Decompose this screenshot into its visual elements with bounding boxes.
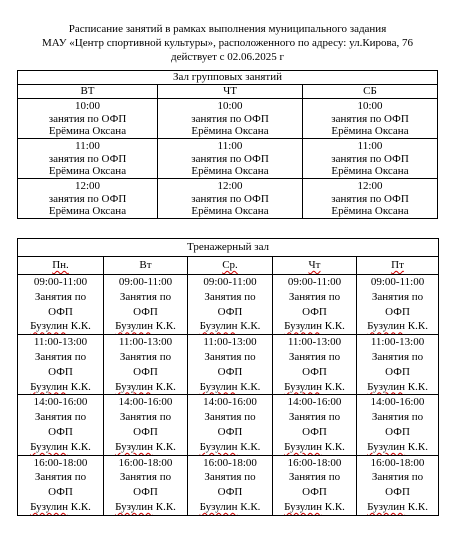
slot-time: 11:00 [217,140,243,152]
slot-activity-1: Занятия по [371,350,424,363]
schedule-slot [158,139,303,179]
schedule-slot [158,179,303,219]
slot-activity: занятия по ОФП [191,152,269,165]
slot-activity-1: Занятия по [119,411,172,424]
slot-time: 16:00-18:00 [287,456,342,469]
day-header: Пт [357,257,439,275]
slot-activity-1: Занятия по [288,471,341,484]
slot-trainer: Бузулин К.К. [115,440,176,453]
schedule-slot [104,335,188,395]
slot-trainer: Ерёмина Оксана [331,205,409,217]
gym-title: Тренажерный зал [18,239,439,257]
slot-activity-2: ОФП [48,365,73,378]
slot-activity-2: ОФП [302,365,327,378]
slot-activity-1: Занятия по [204,471,256,484]
trainer-surname: Бузулин [115,500,153,513]
slot-activity-2: ОФП [385,425,410,438]
slot-activity-1: Занятия по [204,290,256,303]
table-row [18,455,439,515]
slot-activity: занятия по ОФП [331,152,409,165]
slot-activity: занятия по ОФП [48,192,127,205]
trainer-surname: Бузулин [30,500,68,513]
slot-time: 09:00-11:00 [203,276,257,288]
trainer-surname: Бузулин [199,500,238,513]
schedule-slot [188,275,273,335]
slot-activity-2: ОФП [302,425,327,438]
slot-time: 09:00-11:00 [118,276,173,288]
slot-time: 11:00-13:00 [118,336,173,349]
table-row [18,179,438,219]
slot-time: 12:00 [74,180,101,192]
slot-activity-2: ОФП [302,305,327,318]
schedule-slot [273,275,357,335]
slot-trainer: Бузулин К.К. [199,440,261,453]
slot-activity-2: ОФП [217,486,243,499]
slot-time: 10:00 [217,100,243,112]
slot-activity-2: ОФП [217,425,243,438]
slot-trainer: Бузулин К.К. [367,380,428,393]
schedule-slot [273,335,357,395]
trainer-surname: Бузулин [115,440,153,453]
slot-trainer: Бузулин К.К. [199,380,261,393]
slot-time: 16:00-18:00 [203,456,257,469]
day-header: Ср. [188,257,273,275]
trainer-surname: Бузулин [115,380,153,393]
slot-time: 09:00-11:00 [33,276,88,288]
trainer-surname: Бузулин [284,500,322,513]
slot-trainer: Ерёмина Оксана [191,165,269,177]
slot-activity-1: Занятия по [371,471,424,484]
trainer-surname: Бузулин [115,320,153,333]
table-row [18,395,439,455]
trainer-surname: Бузулин [284,320,322,333]
slot-trainer: Бузулин К.К. [284,500,345,513]
slot-activity-1: Занятия по [119,471,172,484]
trainer-surname: Бузулин [199,320,238,333]
slot-trainer: Бузулин К.К. [367,500,428,513]
schedule-slot [18,455,104,515]
schedule-slot [303,139,438,179]
table-row [18,139,438,179]
slot-trainer: Бузулин К.К. [284,380,345,393]
trainer-surname: Бузулин [367,320,406,333]
schedule-slot [18,275,104,335]
slot-trainer: Ерёмина Оксана [48,125,127,137]
trainer-surname: Бузулин [30,320,68,333]
slot-activity: занятия по ОФП [48,152,127,165]
schedule-slot [18,395,104,455]
slot-activity: занятия по ОФП [191,112,269,125]
schedule-slot [188,335,273,395]
schedule-slot [18,139,158,179]
slot-activity-2: ОФП [133,365,158,378]
slot-activity-1: Занятия по [371,290,424,303]
slot-activity: занятия по ОФП [48,112,127,125]
slot-trainer: Бузулин К.К. [284,440,345,453]
slot-trainer: Бузулин К.К. [199,500,261,513]
trainer-surname: Бузулин [284,380,322,393]
slot-time: 09:00-11:00 [370,276,425,288]
slot-activity-2: ОФП [133,486,158,499]
slot-time: 10:00 [74,100,101,112]
document-header [0,22,455,64]
slot-trainer: Бузулин К.К. [30,380,91,393]
slot-time: 14:00-16:00 [203,396,257,409]
slot-trainer: Ерёмина Оксана [331,125,409,137]
slot-activity-1: Занятия по [34,471,87,484]
slot-activity-1: Занятия по [204,350,256,363]
schedule-slot [273,455,357,515]
day-header: Вт [104,257,188,275]
group-hall-days-row [18,85,438,99]
slot-activity-2: ОФП [133,425,158,438]
trainer-surname: Бузулин [367,380,406,393]
slot-trainer: Ерёмина Оксана [48,205,127,217]
day-header: СБ [303,85,438,99]
slot-time: 16:00-18:00 [370,456,425,469]
slot-activity-2: ОФП [385,305,410,318]
schedule-slot [104,395,188,455]
trainer-surname: Бузулин [30,380,68,393]
day-header: Чт [273,257,357,275]
slot-trainer: Ерёмина Оксана [331,165,409,177]
slot-activity-2: ОФП [48,305,73,318]
slot-activity-2: ОФП [385,365,410,378]
slot-trainer: Бузулин К.К. [115,380,176,393]
slot-activity-1: Занятия по [288,290,341,303]
slot-activity-1: Занятия по [288,350,341,363]
slot-trainer: Бузулин К.К. [30,500,91,513]
slot-time: 11:00-13:00 [287,336,342,349]
slot-activity-1: Занятия по [119,290,172,303]
header-effective-date: действует с 02.06.2025 г [170,51,285,63]
schedule-slot [303,99,438,139]
schedule-slot [104,455,188,515]
slot-trainer: Бузулин К.К. [199,320,261,333]
gym-table [17,238,439,516]
schedule-slot [158,99,303,139]
slot-time: 11:00 [357,140,383,152]
slot-trainer: Бузулин К.К. [115,500,176,513]
day-header: ЧТ [158,85,303,99]
schedule-slot [18,99,158,139]
slot-activity-2: ОФП [133,305,158,318]
schedule-slot [303,179,438,219]
table-row [18,335,439,395]
slot-time: 11:00 [75,140,100,152]
trainer-surname: Бузулин [199,440,238,453]
schedule-slot [188,455,273,515]
slot-trainer: Ерёмина Оксана [191,205,269,217]
day-header: Пн. [18,257,104,275]
group-hall-title: Зал групповых занятий [18,71,438,85]
slot-trainer: Бузулин К.К. [367,320,428,333]
slot-trainer: Бузулин К.К. [30,320,91,333]
schedule-slot [188,395,273,455]
slot-activity-2: ОФП [217,305,243,318]
slot-time: 16:00-18:00 [118,456,173,469]
slot-time: 10:00 [357,100,383,112]
schedule-slot [18,335,104,395]
header-organization: МАУ «Центр спортивной культуры», расположенного по адресу: ул.Кирова, 76 [42,37,413,49]
slot-activity-2: ОФП [385,486,410,499]
slot-activity-1: Занятия по [288,411,341,424]
table-row [18,99,438,139]
schedule-slot [357,335,439,395]
gym-days-row [18,257,439,275]
trainer-surname: Бузулин [30,440,68,453]
slot-activity-1: Занятия по [119,350,172,363]
slot-time: 14:00-16:00 [370,396,425,409]
table-row [18,275,439,335]
slot-activity-1: Занятия по [34,290,87,303]
schedule-slot [18,179,158,219]
slot-trainer: Бузулин К.К. [284,320,345,333]
slot-time: 14:00-16:00 [287,396,342,409]
schedule-slot [104,275,188,335]
slot-trainer: Ерёмина Оксана [48,165,127,177]
day-header: ВТ [18,85,158,99]
slot-trainer: Бузулин К.К. [367,440,428,453]
slot-time: 09:00-11:00 [287,276,342,288]
slot-time: 12:00 [217,180,243,192]
slot-time: 14:00-16:00 [118,396,173,409]
slot-time: 16:00-18:00 [33,456,88,469]
slot-time: 11:00-13:00 [33,336,88,349]
slot-activity-1: Занятия по [34,411,87,424]
slot-activity-2: ОФП [217,365,243,378]
slot-trainer: Бузулин К.К. [115,320,176,333]
slot-activity-1: Занятия по [204,411,256,424]
slot-activity: занятия по ОФП [331,192,409,205]
slot-activity-1: Занятия по [371,411,424,424]
slot-trainer: Бузулин К.К. [30,440,91,453]
group-hall-table [17,70,438,219]
schedule-slot [357,275,439,335]
header-title: Расписание занятий в рамках выполнения муниципального задания [68,23,387,35]
slot-trainer: Ерёмина Оксана [191,125,269,137]
slot-time: 11:00-13:00 [370,336,425,349]
schedule-slot [357,455,439,515]
slot-activity-2: ОФП [302,486,327,499]
slot-activity: занятия по ОФП [331,112,409,125]
slot-time: 12:00 [357,180,383,192]
slot-activity-2: ОФП [48,425,73,438]
schedule-slot [273,395,357,455]
trainer-surname: Бузулин [367,500,406,513]
slot-time: 14:00-16:00 [33,396,88,409]
trainer-surname: Бузулин [199,380,238,393]
slot-time: 11:00-13:00 [203,336,257,349]
slot-activity: занятия по ОФП [191,192,269,205]
slot-activity-1: Занятия по [34,350,87,363]
trainer-surname: Бузулин [284,440,322,453]
slot-activity-2: ОФП [48,486,73,499]
schedule-slot [357,395,439,455]
trainer-surname: Бузулин [367,440,406,453]
